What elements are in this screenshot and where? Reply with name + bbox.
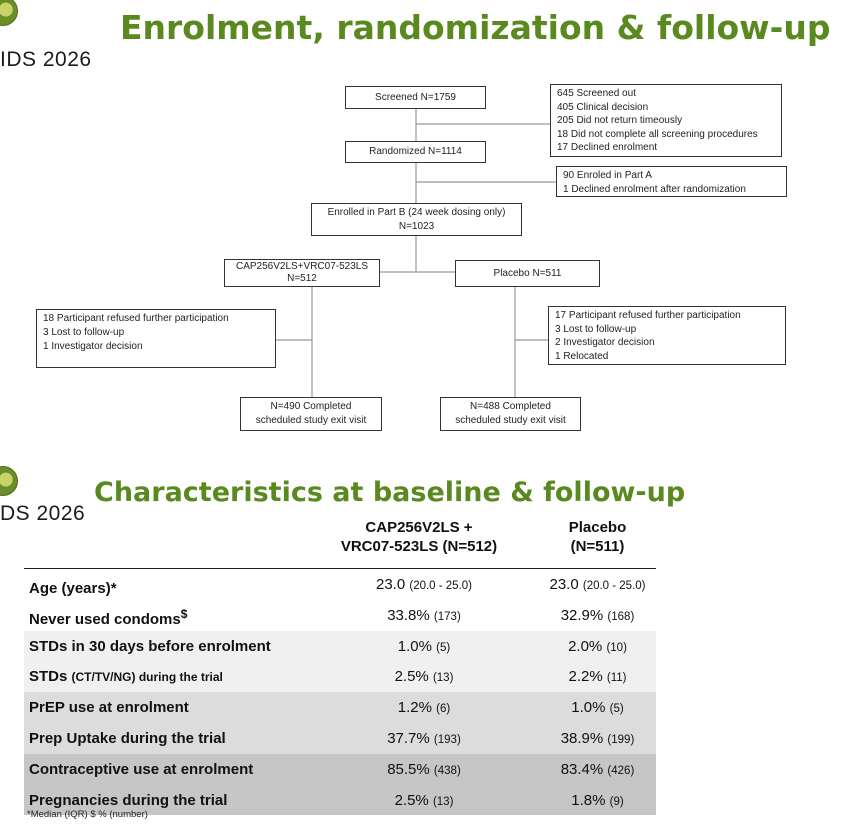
row-label: Age (years)* [29, 580, 117, 597]
box-arm-active [224, 259, 380, 287]
box-part-b [311, 203, 522, 236]
arm-active-line: CAP256V2LS+VRC07-523LS [235, 260, 369, 272]
placebo-dropout-line: 17 Participant refused further participation [555, 310, 741, 321]
characteristics-table [24, 516, 656, 815]
table-row [24, 754, 656, 785]
cell-active: 1.0% (5) [397, 637, 451, 655]
box-placebo-completed [440, 397, 581, 431]
box-active-completed [240, 397, 382, 431]
table-row [24, 631, 656, 662]
table-row [24, 569, 656, 600]
cell-placebo: 2.0% (10) [568, 637, 627, 655]
cell-active: 85.5% (438) [387, 760, 461, 778]
cell-active: 33.8% (173) [387, 606, 461, 624]
part-a-line: 90 Enroled in Part A [563, 170, 652, 181]
cell-active: 2.5% (13) [394, 668, 454, 686]
part-a-line: 1 Declined enrolment after randomization [563, 184, 746, 195]
cell-placebo: 1.0% (5) [571, 699, 624, 717]
table-row [24, 692, 656, 723]
cell-placebo: 2.2% (11) [568, 668, 627, 686]
row-label: STDs (CT/TV/NG) during the trial [29, 668, 223, 686]
row-label: STDs in 30 days before enrolment [29, 637, 271, 655]
box-randomized-text: Randomized N=1114 [369, 146, 462, 157]
cell-placebo: 32.9% (168) [560, 606, 635, 624]
part-b-line: N=1023 [398, 220, 435, 232]
conference-label: DS 2026 [0, 502, 86, 525]
part-b-line: Enrolled in Part B (24 week dosing only) [327, 206, 506, 218]
placebo-dropout-line: 2 Investigator decision [555, 337, 655, 348]
table-row [24, 723, 656, 754]
box-placebo-dropouts [548, 306, 786, 365]
box-randomized [345, 141, 486, 163]
box-screened [345, 86, 486, 109]
box-part-a [556, 166, 787, 197]
screened-out-line: 645 Screened out [557, 88, 636, 99]
table-footnote: *Median (IQR) $ % (number) [27, 809, 148, 820]
slide-characteristics [0, 462, 867, 837]
active-dropout-line: 18 Participant refused further participation [43, 313, 229, 324]
row-label: PrEP use at enrolment [29, 699, 189, 717]
placebo-completed-line: N=488 Completed [470, 401, 551, 412]
cell-active: 37.7% (193) [387, 729, 461, 747]
screened-out-line: 205 Did not return timeously [557, 115, 683, 126]
col-header-placebo-line: (N=511) [570, 538, 625, 555]
row-label: Contraceptive use at enrolment [29, 760, 254, 778]
cell-placebo: 83.4% (426) [560, 760, 635, 778]
row-label: Never used condoms$ [29, 606, 188, 628]
cell-active: 1.2% (6) [397, 699, 451, 717]
conference-logo-icon [0, 466, 18, 496]
slide-title: Enrolment, randomization & follow-up [120, 8, 831, 47]
active-dropout-line: 1 Investigator decision [43, 341, 143, 352]
box-screened-out [550, 84, 782, 157]
cell-active: 2.5% (13) [394, 791, 454, 809]
box-arm-placebo [455, 260, 600, 287]
row-label: Pregnancies during the trial [29, 791, 228, 809]
col-header-active-line: VRC07-523LS (N=512) [340, 538, 498, 555]
active-dropout-line: 3 Lost to follow-up [43, 327, 125, 338]
box-screened-text: Screened N=1759 [375, 91, 456, 103]
col-header-active-line: CAP256V2LS + [365, 519, 473, 536]
placebo-dropout-line: 1 Relocated [555, 350, 609, 362]
screened-out-line: 18 Did not complete all screening procedures [557, 128, 758, 140]
arm-placebo-text: Placebo N=511 [493, 267, 562, 279]
screened-out-line: 405 Clinical decision [557, 101, 649, 113]
cell-active: 23.0 (20.0 - 25.0) [375, 576, 473, 593]
conference-label: IDS 2026 [0, 48, 92, 71]
slide-title: Characteristics at baseline & follow-up [94, 477, 686, 508]
table-header [24, 516, 656, 569]
placebo-dropout-line: 3 Lost to follow-up [555, 323, 637, 335]
col-header-placebo-line: Placebo [568, 519, 627, 536]
col-header-active [309, 518, 529, 556]
table-row [24, 600, 656, 631]
placebo-completed-line: scheduled study exit visit [455, 415, 566, 426]
cell-placebo: 38.9% (199) [560, 729, 635, 747]
screened-out-line: 17 Declined enrolment [557, 142, 658, 153]
box-active-dropouts [36, 309, 276, 368]
row-label: Prep Uptake during the trial [29, 729, 226, 747]
table-row [24, 661, 656, 692]
active-completed-line: N=490 Completed [270, 401, 352, 412]
col-header-placebo [539, 518, 656, 556]
cell-placebo: 23.0 (20.0 - 25.0) [549, 576, 646, 593]
arm-active-line: N=512 [287, 273, 317, 284]
active-completed-line: scheduled study exit visit [255, 415, 367, 426]
cell-placebo: 1.8% (9) [571, 791, 624, 809]
